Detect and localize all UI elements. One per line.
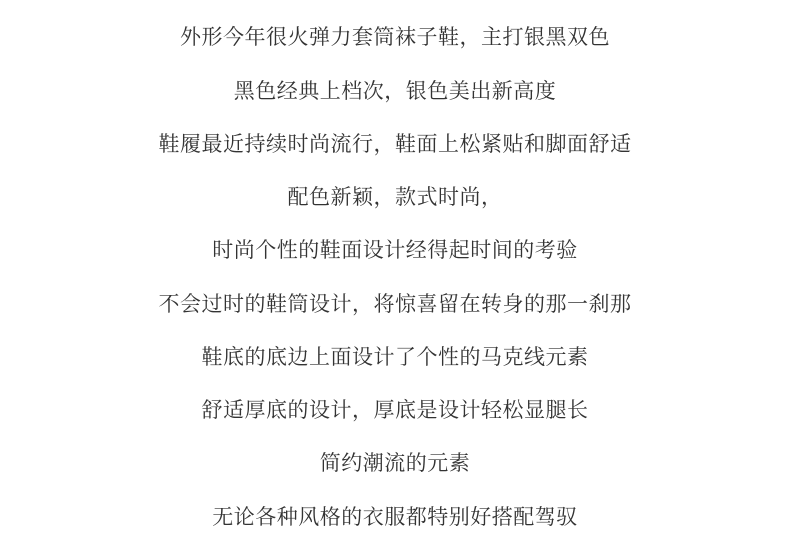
description-line: 不会过时的鞋筒设计，将惊喜留在转身的那一刹那: [158, 292, 632, 316]
description-line: 鞋履最近持续时尚流行，鞋面上松紧贴和脚面舒适: [158, 132, 632, 156]
description-line: 黑色经典上档次，银色美出新高度: [233, 79, 557, 103]
description-line: 无论各种风格的衣服都特别好搭配驾驭: [212, 505, 578, 529]
description-line: 简约潮流的元素: [319, 451, 471, 475]
description-line: 配色新颖，款式时尚，: [287, 185, 503, 209]
description-line: 时尚个性的鞋面设计经得起时间的考验: [212, 238, 578, 262]
description-line: 鞋底的底边上面设计了个性的马克线元素: [201, 345, 589, 369]
description-line: 舒适厚底的设计，厚底是设计轻松显腿长: [201, 398, 589, 422]
description-line: 外形今年很火弹力套筒袜子鞋，主打银黑双色: [180, 25, 610, 49]
